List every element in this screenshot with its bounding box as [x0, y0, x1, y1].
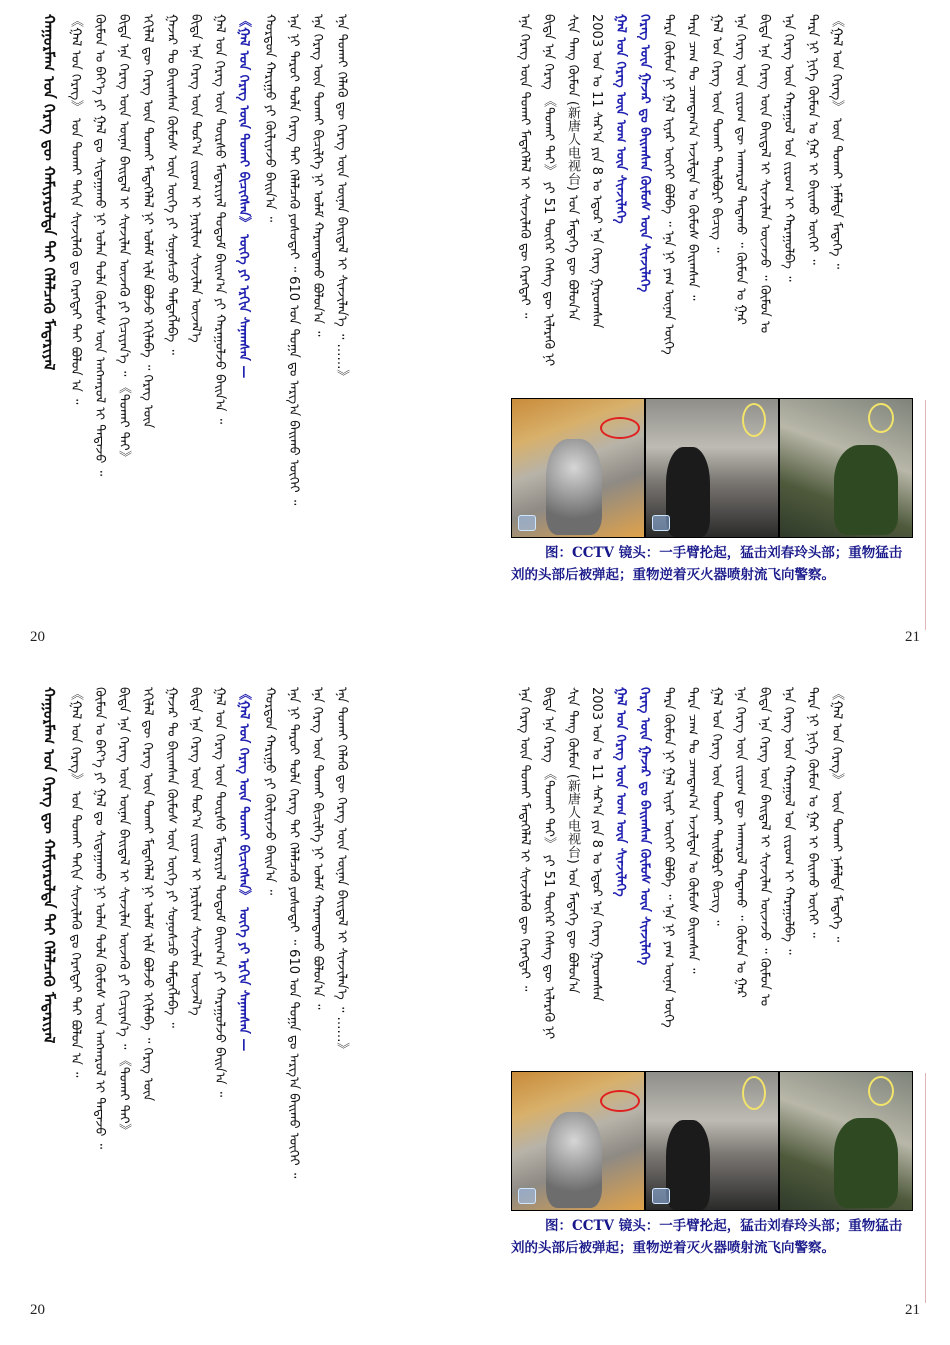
- vertical-text-column: ᠡᠨᠡ ᠬᠡᠷᠡᠭ ᠦᠨ ᠬᠠᠷᠠᠭᠤᠯ ᠤᠨ ᠵᠢᠷᠤᠭ ᠢ ᠬᠠᠷᠠᠭᠤᠯᠪᠠ ᠃: [781, 687, 796, 955]
- vertical-text-column-highlight: 《ᠭᠠᠯ ᠤᠨ ᠬᠡᠷᠡᠭ ᠦᠨ ᠲᠤᠬᠠᠢ ᠪᠢᠴᠢᠭᠰᠡᠨ》 ᠦᠭᠡ ᠶᠢ ᠡᠷᠭᠢᠨ ᠰᠠᠨᠠᠭᠰᠠᠨ —: [236, 14, 251, 379]
- vertical-text-column: ᠡᠨᠡ ᠬᠡᠷᠡᠭ ᠦᠨ ᠵᠢᠷᠤᠭ ᠳᠦ ᠠᠨᠬᠠᠷᠤᠯ ᠲᠠᠲᠠᠬᠤ ᠃ ᠬᠦᠮᠦᠨ ᠤ ᠭᠠᠷ: [733, 687, 748, 998]
- vertical-text-column: ᠡᠨᠡ ᠲᠤᠬᠠᠢ ᠬᠡᠯᠡᠬᠦ ᠳᠦ ᠬᠡᠷᠡᠭ ᠦᠨ ᠦᠨᠡᠨ ᠪᠠᠢᠳᠠᠯ ᠢ ᠰᠢᠨᠵᠢᠯᠡᠨ᠎ᠡ ᠃ ……》: [334, 687, 349, 1056]
- vertical-text-column: ᠬᠦᠮᠦᠨ ᠤ ᠪᠡᠶ᠎ᠡ ᠶᠢ ᠭᠠᠯ ᠳᠤ ᠰᠢᠲᠠᠭᠠᠬᠤ ᠨᠢ ᠣᠯᠠᠨ ᠲᠤᠯᠠ ᠬᠦᠮᠦᠰ ᠦᠨ ᠠᠩᠬᠠᠷᠤᠯ ᠢ ᠲᠠᠲᠠᠵᠤ ᠃: [92, 14, 107, 477]
- highlight-circle-yellow: [742, 403, 766, 437]
- photo-caption: 图：CCTV 镜头：一手臂抡起，猛击刘春玲头部；重物猛击刘的头部后被弹起；重物逆着灭火器喷射流飞向警察。: [511, 1218, 903, 1256]
- vertical-text-column: ᠲᠡᠷᠡ ᠨᠢ ᠨᠢᠭᠡ ᠬᠦᠮᠦᠨ ᠤ ᠭᠠᠷ ᠢ ᠪᠠᠢᠬᠤ ᠦᠭᠡᠢ ᠃: [805, 687, 820, 938]
- vertical-text-column: ᠡᠨᠡ ᠬᠡᠷᠡᠭ ᠦᠨ ᠲᠤᠬᠠᠢ ᠮᠡᠳᠡᠭᠡᠯᠡᠯ ᠢ ᠰᠢᠨᠵᠢᠯᠡᠬᠦ ᠳᠦ ᠬᠡᠷᠡᠭᠲᠡᠢ ᠃: [517, 14, 532, 319]
- vertical-text-column: ᠲᠡᠷᠡ ᠬᠦᠮᠦᠨ ᠨᠢ ᠭᠠᠯ ᠢᠶᠠᠷ ᠦᠭᠡᠢ ᠪᠣᠯᠪᠠ ᠃ ᠡᠨᠡ ᠨᠢ ᠶᠠᠭ ᠦᠨᠡᠨ ᠦᠭᠡ: [661, 14, 676, 355]
- vertical-text-column: ᠡᠬᠢᠯᠡᠯ ᠳᠦ ᠬᠡᠷᠡᠭ ᠦᠨ ᠲᠤᠬᠠᠢ ᠮᠡᠳᠡᠭᠡᠯᠡᠯ ᠨᠢ ᠤᠯᠠᠮ ᠢᠯᠡ ᠪᠣᠯᠵᠤ ᠡᠬᠢᠯᠡᠪᠡ ᠃ ᠬᠡᠷᠡᠭ ᠦᠨ: [140, 14, 155, 429]
- page-right: [475, 673, 950, 1345]
- figure-shape: [666, 447, 710, 537]
- vertical-text-column: ᠪᠢᠳᠡ ᠡᠨᠡ ᠬᠡᠷᠡᠭ ᠦᠨ ᠦᠨᠡᠨ ᠪᠠᠢᠳᠠᠯ ᠢ ᠰᠢᠨᠵᠢᠯᠡᠨ ᠦᠵᠡᠬᠦ ᠶᠢ ᠬᠢᠴᠢᠶᠡᠨ᠎ᠡ ᠃ 《ᠲᠤᠬᠠᠢ ᠲᠠᠢ》: [116, 14, 131, 464]
- vertical-text-column: ᠡᠨᠡ ᠬᠡᠷᠡᠭ ᠦᠨ ᠵᠢᠷᠤᠭ ᠳᠦ ᠠᠨᠬᠠᠷᠤᠯ ᠲᠠᠲᠠᠬᠤ ᠃ ᠬᠦᠮᠦᠨ ᠤ ᠭᠠᠷ: [733, 14, 748, 325]
- vertical-text-column: ᠡᠨᠡ ᠬᠡᠷᠡᠭ ᠦᠨ ᠬᠠᠷᠠᠭᠤᠯ ᠤᠨ ᠵᠢᠷᠤᠭ ᠢ ᠬᠠᠷᠠᠭᠤᠯᠪᠠ ᠃: [781, 14, 796, 282]
- page-edge-line: [925, 1073, 926, 1303]
- vertical-text-column: 《ᠭᠠᠯ ᠤᠨ ᠬᠡᠷᠡᠭ》 ᠤᠨ ᠲᠤᠬᠠᠢ ᠳᠠᠬᠢᠨ ᠰᠢᠨᠵᠢᠯᠡᠬᠦ ᠳᠤ ᠬᠡᠷᠡᠭᠲᠡᠢ ᠲᠠᠢ ᠪᠤᠯᠤᠨ ᠠ ᠃: [68, 687, 83, 1078]
- figure-shape: [546, 1112, 602, 1208]
- page-left: [0, 673, 475, 1345]
- cctv-frame-3: [780, 1072, 912, 1210]
- vertical-text-column: ᠡᠨᠡ ᠬᠡᠷᠡᠭ ᠦᠨ ᠲᠤᠬᠠᠢ ᠮᠡᠳᠡᠭᠡᠯᠡᠯ ᠢ ᠰᠢᠨᠵᠢᠯᠡᠬᠦ ᠳᠦ ᠬᠡᠷᠡᠭᠲᠡᠢ ᠃: [517, 687, 532, 992]
- figure-shape: [666, 1120, 710, 1210]
- vertical-text-column-highlight: ᠭᠠᠯ ᠤᠨ ᠬᠡᠷᠡᠭ ᠦᠨ ᠤᠭ ᠦᠨ ᠰᠢᠨᠵᠢᠯᠡᠭᠡ: [613, 14, 628, 224]
- vertical-text-column: ᠭᠠᠯ ᠤᠨ ᠬᠡᠷᠡᠭ ᠦᠨ ᠲᠤᠬᠠᠢ ᠲᠠᠢᠯᠪᠤᠷᠢ ᠪᠢᠴᠢᠭ ᠃: [709, 14, 724, 253]
- cctv-photo-strip: [511, 1071, 913, 1211]
- highlight-circle-red: [600, 417, 640, 439]
- vertical-text-column: ᠪᠢᠳᠡ ᠡᠨᠡ ᠬᠡᠷᠡᠭ ᠦᠨ ᠪᠠᠢᠳᠠᠯ ᠢ ᠰᠢᠨᠵᠢᠯᠡᠨ ᠦᠵᠡᠵᠦ ᠃ ᠬᠦᠮᠦᠨ ᠤ: [757, 14, 772, 334]
- page-number: 20: [30, 1302, 45, 1318]
- vertical-text-column: ᠪᠢᠳᠡ ᠡᠨᠡ ᠬᠡᠷᠡᠭ ᠦᠨ ᠦᠨᠡᠨ ᠪᠠᠢᠳᠠᠯ ᠢ ᠰᠢᠨᠵᠢᠯᠡᠨ ᠦᠵᠡᠬᠦ ᠶᠢ ᠬᠢᠴᠢᠶᠡᠨ᠎ᠡ ᠃ 《ᠲᠤᠬᠠᠢ ᠲᠠᠢ》: [116, 687, 131, 1137]
- vertical-text-column: ᠭᠠᠯ ᠤᠨ ᠬᠡᠷᠡᠭ ᠦᠨ ᠳᠦᠷᠰᠦ ᠮᠠᠲᠠᠷᠢᠶᠠᠯ ᠳᠤᠲᠤᠮ ᠪᠠᠢᠭ᠎ᠠ ᠶᠢ ᠬᠠᠷᠠᠭᠤᠯᠵᠤ ᠪᠠᠢᠨ᠎ᠠ ᠃: [212, 687, 227, 1098]
- page-spread-bottom: [0, 673, 950, 1345]
- photo-caption: 图：CCTV 镜头：一手臂抡起，猛击刘春玲头部；重物猛击刘的头部后被弹起；重物逆着灭火器喷射流飞向警察。: [511, 545, 903, 583]
- page-number: 21: [905, 629, 920, 645]
- vertical-text-column: 《ᠭᠠᠯ ᠤᠨ ᠬᠡᠷᠡᠭ》 ᠦᠨ ᠲᠤᠬᠠᠢ ᠨᠡᠮᠡᠯᠲᠡ ᠮᠡᠳᠡᠭᠡ ᠃: [829, 687, 844, 943]
- cctv-frame-3: [780, 399, 912, 537]
- channel-logo-icon: [518, 1188, 536, 1204]
- figure-shape: [834, 1118, 898, 1208]
- vertical-text-column: ᠬᠤᠷᠳᠤᠨ ᠬᠠᠷᠢᠭᠤ ᠶᠢ ᠬᠦᠯᠢᠶᠡᠵᠦ ᠪᠠᠢᠨ᠎ᠠ ᠃: [262, 687, 277, 896]
- vertical-text-column-highlight: 《ᠭᠠᠯ ᠤᠨ ᠬᠡᠷᠡᠭ ᠦᠨ ᠲᠤᠬᠠᠢ ᠪᠢᠴᠢᠭᠰᠡᠨ》 ᠦᠭᠡ ᠶᠢ ᠡᠷᠭᠢᠨ ᠰᠠᠨᠠᠭᠰᠠᠨ —: [236, 687, 251, 1052]
- page-edge-line: [925, 400, 926, 630]
- cctv-photo-strip: [511, 398, 913, 538]
- vertical-text-column: ᠪᠢᠳᠡ ᠡᠨᠡ ᠬᠡᠷᠡᠭ 《ᠲᠤᠬᠠᠢ ᠲᠠᠢ》 ᠶᠢ 51 ᠳᠦᠭᠡᠷ ᠬᠡᠰᠡᠭ ᠳᠦ ᠢᠯᠡᠷᠡᠬᠦ ᠨᠢ: [541, 687, 556, 1040]
- vertical-text-column: ᠲᠡᠷᠡ ᠴᠠᠭ ᠲᠤ ᠴᠠᠭᠳᠠᠭ᠎ᠠ ᠠᠵᠢᠯᠳᠠᠨ ᠤ ᠬᠦᠮᠦᠰ ᠪᠠᠢᠭᠰᠠᠨ ᠃: [685, 687, 700, 974]
- page-number: 21: [905, 1302, 920, 1318]
- channel-logo-icon: [652, 515, 670, 531]
- vertical-text-column: ᠪᠢᠳᠡ ᠡᠨᠡ ᠬᠡᠷᠡᠭ ᠦᠨ ᠳᠤᠷ᠎ᠠ ᠵᠢᠷᠤᠭ ᠢ ᠨᠠᠷᠢᠯᠢᠭ ᠰᠢᠨᠵᠢᠯᠡᠨ ᠦᠵᠡᠯ᠎ᠡ: [188, 14, 203, 343]
- vertical-text-column: ᠡᠨᠡ ᠲᠤᠬᠠᠢ ᠬᠡᠯᠡᠬᠦ ᠳᠦ ᠬᠡᠷᠡᠭ ᠦᠨ ᠦᠨᠡᠨ ᠪᠠᠢᠳᠠᠯ ᠢ ᠰᠢᠨᠵᠢᠯᠡᠨ᠎ᠡ ᠃ ……》: [334, 14, 349, 383]
- vertical-text-column: ᠲᠡᠷᠡ ᠴᠠᠭ ᠲᠤ ᠴᠠᠭᠳᠠᠭ᠎ᠠ ᠠᠵᠢᠯᠳᠠᠨ ᠤ ᠬᠦᠮᠦᠰ ᠪᠠᠢᠭᠰᠠᠨ ᠃: [685, 14, 700, 301]
- vertical-text-column: ᠬᠠᠭᠤᠷᠮᠠᠭ ᠤᠨ ᠬᠡᠷᠡᠭ ᠳᠦ ᠬᠠᠮᠢᠶᠠᠷᠤᠯᠲᠠ ᠲᠠᠢ ᠬᠡᠯᠡᠯᠴᠡᠬᠦ ᠮᠠᠲᠠᠷᠢᠶᠠᠯ: [40, 687, 58, 1044]
- vertical-text-column: ᠭᠠᠵᠠᠷ ᠲᠤ ᠪᠠᠢᠭᠰᠠᠨ ᠬᠦᠮᠦᠰ ᠦᠨ ᠦᠭᠡ ᠶᠢ ᠰᠣᠨᠣᠰᠴᠤ ᠲᠡᠮᠳᠡᠭᠯᠡᠪᠡ ᠃: [164, 687, 179, 1028]
- highlight-circle-red: [600, 1090, 640, 1112]
- vertical-text-column: ᠭᠠᠯ ᠤᠨ ᠬᠡᠷᠡᠭ ᠦᠨ ᠲᠤᠬᠠᠢ ᠲᠠᠢᠯᠪᠤᠷᠢ ᠪᠢᠴᠢᠭ ᠃: [709, 687, 724, 926]
- vertical-text-column: ᠡᠨᠡ ᠨᠢ ᠳᠠᠷᠤᠢ ᠲᠤᠯᠠ ᠬᠡᠷᠡᠭ ᠲᠡᠢ ᠬᠡᠯᠡᠯᠴᠡᠬᠦ ᠶᠤᠰᠤᠲᠠᠢ ᠃ 610 ᠤᠨ ᠲᠣᠭᠠ ᠳᠤ ᠠᠷᠭ᠎ᠠ ᠪᠠᠢᠬᠤ ᠦᠭᠡᠢ ᠃: [286, 14, 301, 506]
- figure-shape: [834, 445, 898, 535]
- vertical-text-column-highlight: ᠬᠡᠷᠡᠭ ᠦᠨ ᠭᠠᠵᠠᠷ ᠳᠤ ᠪᠠᠢᠭᠰᠠᠨ ᠬᠦᠮᠦᠰ ᠦᠨ ᠰᠢᠨᠵᠢᠯᠡᠭᠡ: [637, 687, 652, 966]
- page-number: 20: [30, 629, 45, 645]
- highlight-circle-yellow: [868, 403, 894, 433]
- vertical-text-column: 2003 ᠣᠨ ᠤ 11 ᠰᠠᠷ᠎ᠠ ᠶᠢᠨ 8 ᠤ ᠡᠳᠦᠷ ᠡᠨᠡ ᠬᠡᠷᠡᠭ ᠭᠠᠷᠤᠭᠰᠠᠨ: [589, 687, 604, 1002]
- vertical-text-column: 2003 ᠣᠨ ᠤ 11 ᠰᠠᠷ᠎ᠠ ᠶᠢᠨ 8 ᠤ ᠡᠳᠦᠷ ᠡᠨᠡ ᠬᠡᠷᠡᠭ ᠭᠠᠷᠤᠭᠰᠠᠨ: [589, 14, 604, 329]
- figure-shape: [546, 439, 602, 535]
- cctv-frame-2: [646, 1072, 778, 1210]
- vertical-text-column: ᠰᠢᠨ ᠲᠠᠩ ᠬᠦᠮᠦᠨ (新唐人电视台) ᠤᠨ ᠮᠡᠳᠡᠭᠡ ᠳᠦ ᠪᠣᠯᠤᠨ᠎ᠠ: [565, 687, 580, 994]
- channel-logo-icon: [652, 1188, 670, 1204]
- vertical-text-column: ᠡᠬᠢᠯᠡᠯ ᠳᠦ ᠬᠡᠷᠡᠭ ᠦᠨ ᠲᠤᠬᠠᠢ ᠮᠡᠳᠡᠭᠡᠯᠡᠯ ᠨᠢ ᠤᠯᠠᠮ ᠢᠯᠡ ᠪᠣᠯᠵᠤ ᠡᠬᠢᠯᠡᠪᠡ ᠃ ᠬᠡᠷᠡᠭ ᠦᠨ: [140, 687, 155, 1102]
- vertical-text-column: 《ᠭᠠᠯ ᠤᠨ ᠬᠡᠷᠡᠭ》 ᠤᠨ ᠲᠤᠬᠠᠢ ᠳᠠᠬᠢᠨ ᠰᠢᠨᠵᠢᠯᠡᠬᠦ ᠳᠤ ᠬᠡᠷᠡᠭᠲᠡᠢ ᠲᠠᠢ ᠪᠤᠯᠤᠨ ᠠ ᠃: [68, 14, 83, 405]
- vertical-text-column: ᠬᠤᠷᠳᠤᠨ ᠬᠠᠷᠢᠭᠤ ᠶᠢ ᠬᠦᠯᠢᠶᠡᠵᠦ ᠪᠠᠢᠨ᠎ᠠ ᠃: [262, 14, 277, 223]
- vertical-text-column: ᠪᠢᠳᠡ ᠡᠨᠡ ᠬᠡᠷᠡᠭ ᠦᠨ ᠪᠠᠢᠳᠠᠯ ᠢ ᠰᠢᠨᠵᠢᠯᠡᠨ ᠦᠵᠡᠵᠦ ᠃ ᠬᠦᠮᠦᠨ ᠤ: [757, 687, 772, 1007]
- cctv-frame-2: [646, 399, 778, 537]
- page-spread-top: [0, 0, 950, 672]
- highlight-circle-yellow: [868, 1076, 894, 1106]
- cctv-frame-1: [512, 1072, 644, 1210]
- vertical-text-column: ᠲᠡᠷᠡ ᠬᠦᠮᠦᠨ ᠨᠢ ᠭᠠᠯ ᠢᠶᠠᠷ ᠦᠭᠡᠢ ᠪᠣᠯᠪᠠ ᠃ ᠡᠨᠡ ᠨᠢ ᠶᠠᠭ ᠦᠨᠡᠨ ᠦᠭᠡ: [661, 687, 676, 1028]
- channel-logo-icon: [518, 515, 536, 531]
- vertical-text-column-highlight: ᠬᠡᠷᠡᠭ ᠦᠨ ᠭᠠᠵᠠᠷ ᠳᠤ ᠪᠠᠢᠭᠰᠠᠨ ᠬᠦᠮᠦᠰ ᠦᠨ ᠰᠢᠨᠵᠢᠯᠡᠭᠡ: [637, 14, 652, 293]
- page-right: [475, 0, 950, 672]
- vertical-text-column: ᠡᠨᠡ ᠨᠢ ᠳᠠᠷᠤᠢ ᠲᠤᠯᠠ ᠬᠡᠷᠡᠭ ᠲᠡᠢ ᠬᠡᠯᠡᠯᠴᠡᠬᠦ ᠶᠤᠰᠤᠲᠠᠢ ᠃ 610 ᠤᠨ ᠲᠣᠭᠠ ᠳᠤ ᠠᠷᠭ᠎ᠠ ᠪᠠᠢᠬᠤ ᠦᠭᠡᠢ ᠃: [286, 687, 301, 1179]
- vertical-text-column: 《ᠭᠠᠯ ᠤᠨ ᠬᠡᠷᠡᠭ》 ᠦᠨ ᠲᠤᠬᠠᠢ ᠨᠡᠮᠡᠯᠲᠡ ᠮᠡᠳᠡᠭᠡ ᠃: [829, 14, 844, 270]
- vertical-text-column: ᠡᠨᠡ ᠬᠡᠷᠡᠭ ᠦᠨ ᠲᠤᠬᠠᠢ ᠪᠢᠴᠢᠯᠭᠡ ᠨᠢ ᠤᠯᠠᠮ ᠬᠠᠷᠠᠭᠳᠠᠬᠤ ᠪᠣᠯᠤᠨ᠎ᠠ ᠃: [310, 14, 325, 337]
- vertical-text-column: ᠡᠨᠡ ᠬᠡᠷᠡᠭ ᠦᠨ ᠲᠤᠬᠠᠢ ᠪᠢᠴᠢᠯᠭᠡ ᠨᠢ ᠤᠯᠠᠮ ᠬᠠᠷᠠᠭᠳᠠᠬᠤ ᠪᠣᠯᠤᠨ᠎ᠠ ᠃: [310, 687, 325, 1010]
- vertical-text-column: ᠪᠢᠳᠡ ᠡᠨᠡ ᠬᠡᠷᠡᠭ ᠦᠨ ᠳᠤᠷ᠎ᠠ ᠵᠢᠷᠤᠭ ᠢ ᠨᠠᠷᠢᠯᠢᠭ ᠰᠢᠨᠵᠢᠯᠡᠨ ᠦᠵᠡᠯ᠎ᠡ: [188, 687, 203, 1016]
- cctv-frame-1: [512, 399, 644, 537]
- vertical-text-column: ᠬᠦᠮᠦᠨ ᠤ ᠪᠡᠶ᠎ᠡ ᠶᠢ ᠭᠠᠯ ᠳᠤ ᠰᠢᠲᠠᠭᠠᠬᠤ ᠨᠢ ᠣᠯᠠᠨ ᠲᠤᠯᠠ ᠬᠦᠮᠦᠰ ᠦᠨ ᠠᠩᠬᠠᠷᠤᠯ ᠢ ᠲᠠᠲᠠᠵᠤ ᠃: [92, 687, 107, 1150]
- vertical-text-column: ᠰᠢᠨ ᠲᠠᠩ ᠬᠦᠮᠦᠨ (新唐人电视台) ᠤᠨ ᠮᠡᠳᠡᠭᠡ ᠳᠦ ᠪᠣᠯᠤᠨ᠎ᠠ: [565, 14, 580, 321]
- vertical-text-column-highlight: ᠭᠠᠯ ᠤᠨ ᠬᠡᠷᠡᠭ ᠦᠨ ᠤᠭ ᠦᠨ ᠰᠢᠨᠵᠢᠯᠡᠭᠡ: [613, 687, 628, 897]
- vertical-text-column: ᠭᠠᠵᠠᠷ ᠲᠤ ᠪᠠᠢᠭᠰᠠᠨ ᠬᠦᠮᠦᠰ ᠦᠨ ᠦᠭᠡ ᠶᠢ ᠰᠣᠨᠣᠰᠴᠤ ᠲᠡᠮᠳᠡᠭᠯᠡᠪᠡ ᠃: [164, 14, 179, 355]
- vertical-text-column: ᠲᠡᠷᠡ ᠨᠢ ᠨᠢᠭᠡ ᠬᠦᠮᠦᠨ ᠤ ᠭᠠᠷ ᠢ ᠪᠠᠢᠬᠤ ᠦᠭᠡᠢ ᠃: [805, 14, 820, 265]
- vertical-text-column: ᠭᠠᠯ ᠤᠨ ᠬᠡᠷᠡᠭ ᠦᠨ ᠳᠦᠷᠰᠦ ᠮᠠᠲᠠᠷᠢᠶᠠᠯ ᠳᠤᠲᠤᠮ ᠪᠠᠢᠭ᠎ᠠ ᠶᠢ ᠬᠠᠷᠠᠭᠤᠯᠵᠤ ᠪᠠᠢᠨ᠎ᠠ ᠃: [212, 14, 227, 425]
- vertical-text-column: ᠪᠢᠳᠡ ᠡᠨᠡ ᠬᠡᠷᠡᠭ 《ᠲᠤᠬᠠᠢ ᠲᠠᠢ》 ᠶᠢ 51 ᠳᠦᠭᠡᠷ ᠬᠡᠰᠡᠭ ᠳᠦ ᠢᠯᠡᠷᠡᠬᠦ ᠨᠢ: [541, 14, 556, 367]
- vertical-text-column: ᠬᠠᠭᠤᠷᠮᠠᠭ ᠤᠨ ᠬᠡᠷᠡᠭ ᠳᠦ ᠬᠠᠮᠢᠶᠠᠷᠤᠯᠲᠠ ᠲᠠᠢ ᠬᠡᠯᠡᠯᠴᠡᠬᠦ ᠮᠠᠲᠠᠷᠢᠶᠠᠯ: [40, 14, 58, 371]
- highlight-circle-yellow: [742, 1076, 766, 1110]
- page-left: [0, 0, 475, 672]
